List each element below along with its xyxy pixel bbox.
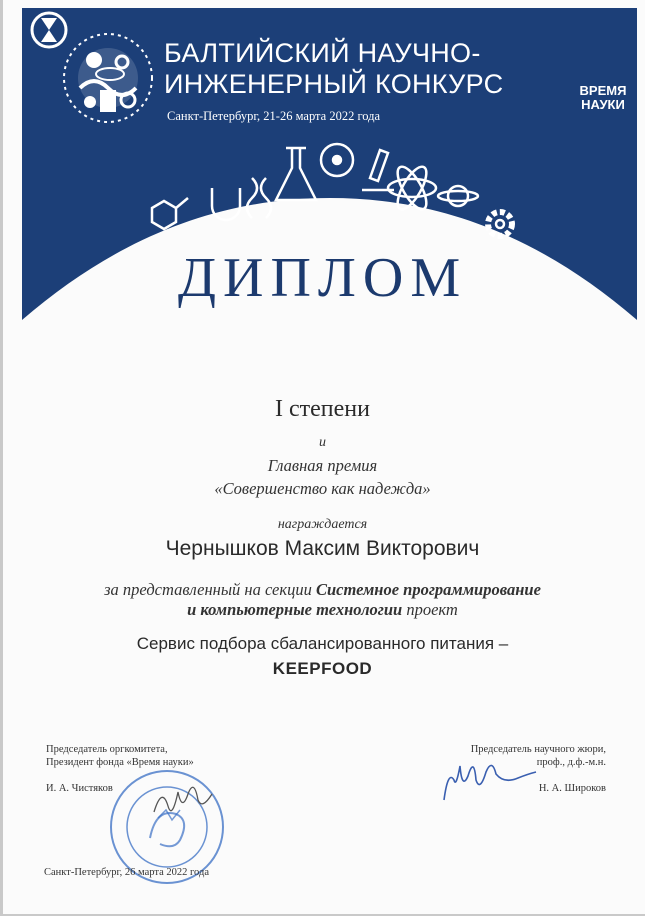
right-signature	[438, 760, 538, 808]
partner-logo-line1: ВРЕМЯ	[579, 83, 627, 98]
hexagon-molecule-icon	[152, 198, 188, 229]
event-title	[164, 38, 564, 100]
dna-icon	[247, 178, 271, 218]
event-title-line2: ИНЖЕНЕРНЫЙ КОНКУРС	[164, 69, 504, 99]
section-name-part1: Системное программирование	[315, 580, 541, 599]
left-role-line2: Президент фонда «Время науки»	[46, 757, 194, 768]
place-date: Санкт-Петербург, 26 марта 2022 года	[44, 867, 209, 878]
science-icons-arc	[132, 138, 532, 248]
left-signatory-name: И. А. Чистяков	[46, 783, 113, 794]
diploma-title: ДИПЛОМ	[177, 247, 468, 309]
section-prefix: за представленный на секции	[104, 580, 312, 599]
prize-line1: Главная премия	[267, 456, 378, 475]
section-line1	[0, 580, 645, 600]
radiation-icon	[321, 144, 353, 176]
project-line2: KEEPFOOD	[272, 659, 373, 678]
right-role-line2: проф., д.ф.-м.н.	[536, 757, 606, 768]
awarded-text: награждается	[277, 517, 368, 532]
partner-logo-line2: НАУКИ	[581, 97, 625, 112]
right-signatory-name: Н. А. Широков	[538, 783, 606, 794]
degree: I степени	[275, 396, 370, 422]
gear-icon	[488, 212, 512, 236]
hourglass-icon	[22, 8, 76, 94]
section-name-part2: и компьютерные технологии	[187, 600, 403, 619]
section-suffix: проект	[406, 600, 458, 619]
atom-icon	[388, 163, 436, 214]
partner-logo-text	[570, 84, 636, 112]
saturn-icon	[438, 186, 478, 206]
section-line2	[0, 600, 645, 620]
recipient-name: Чернышков Максим Викторович	[165, 537, 480, 560]
flask-icon	[276, 148, 316, 200]
event-subtitle: Санкт-Петербург, 21-26 марта 2022 года	[167, 109, 381, 123]
left-role-line1: Председатель оргкомитета,	[46, 744, 168, 755]
right-role-line1: Председатель научного жюри,	[470, 744, 606, 755]
prize-line2: «Совершенство как надежда»	[214, 479, 431, 498]
left-signature	[150, 782, 220, 822]
conjunction: и	[319, 435, 326, 450]
project-line1: Сервис подбора сбалансированного питания –	[136, 634, 509, 653]
left-signatory-role	[46, 743, 194, 769]
event-title-line1: БАЛТИЙСКИЙ НАУЧНО-	[164, 38, 481, 68]
magnet-icon	[212, 188, 240, 220]
